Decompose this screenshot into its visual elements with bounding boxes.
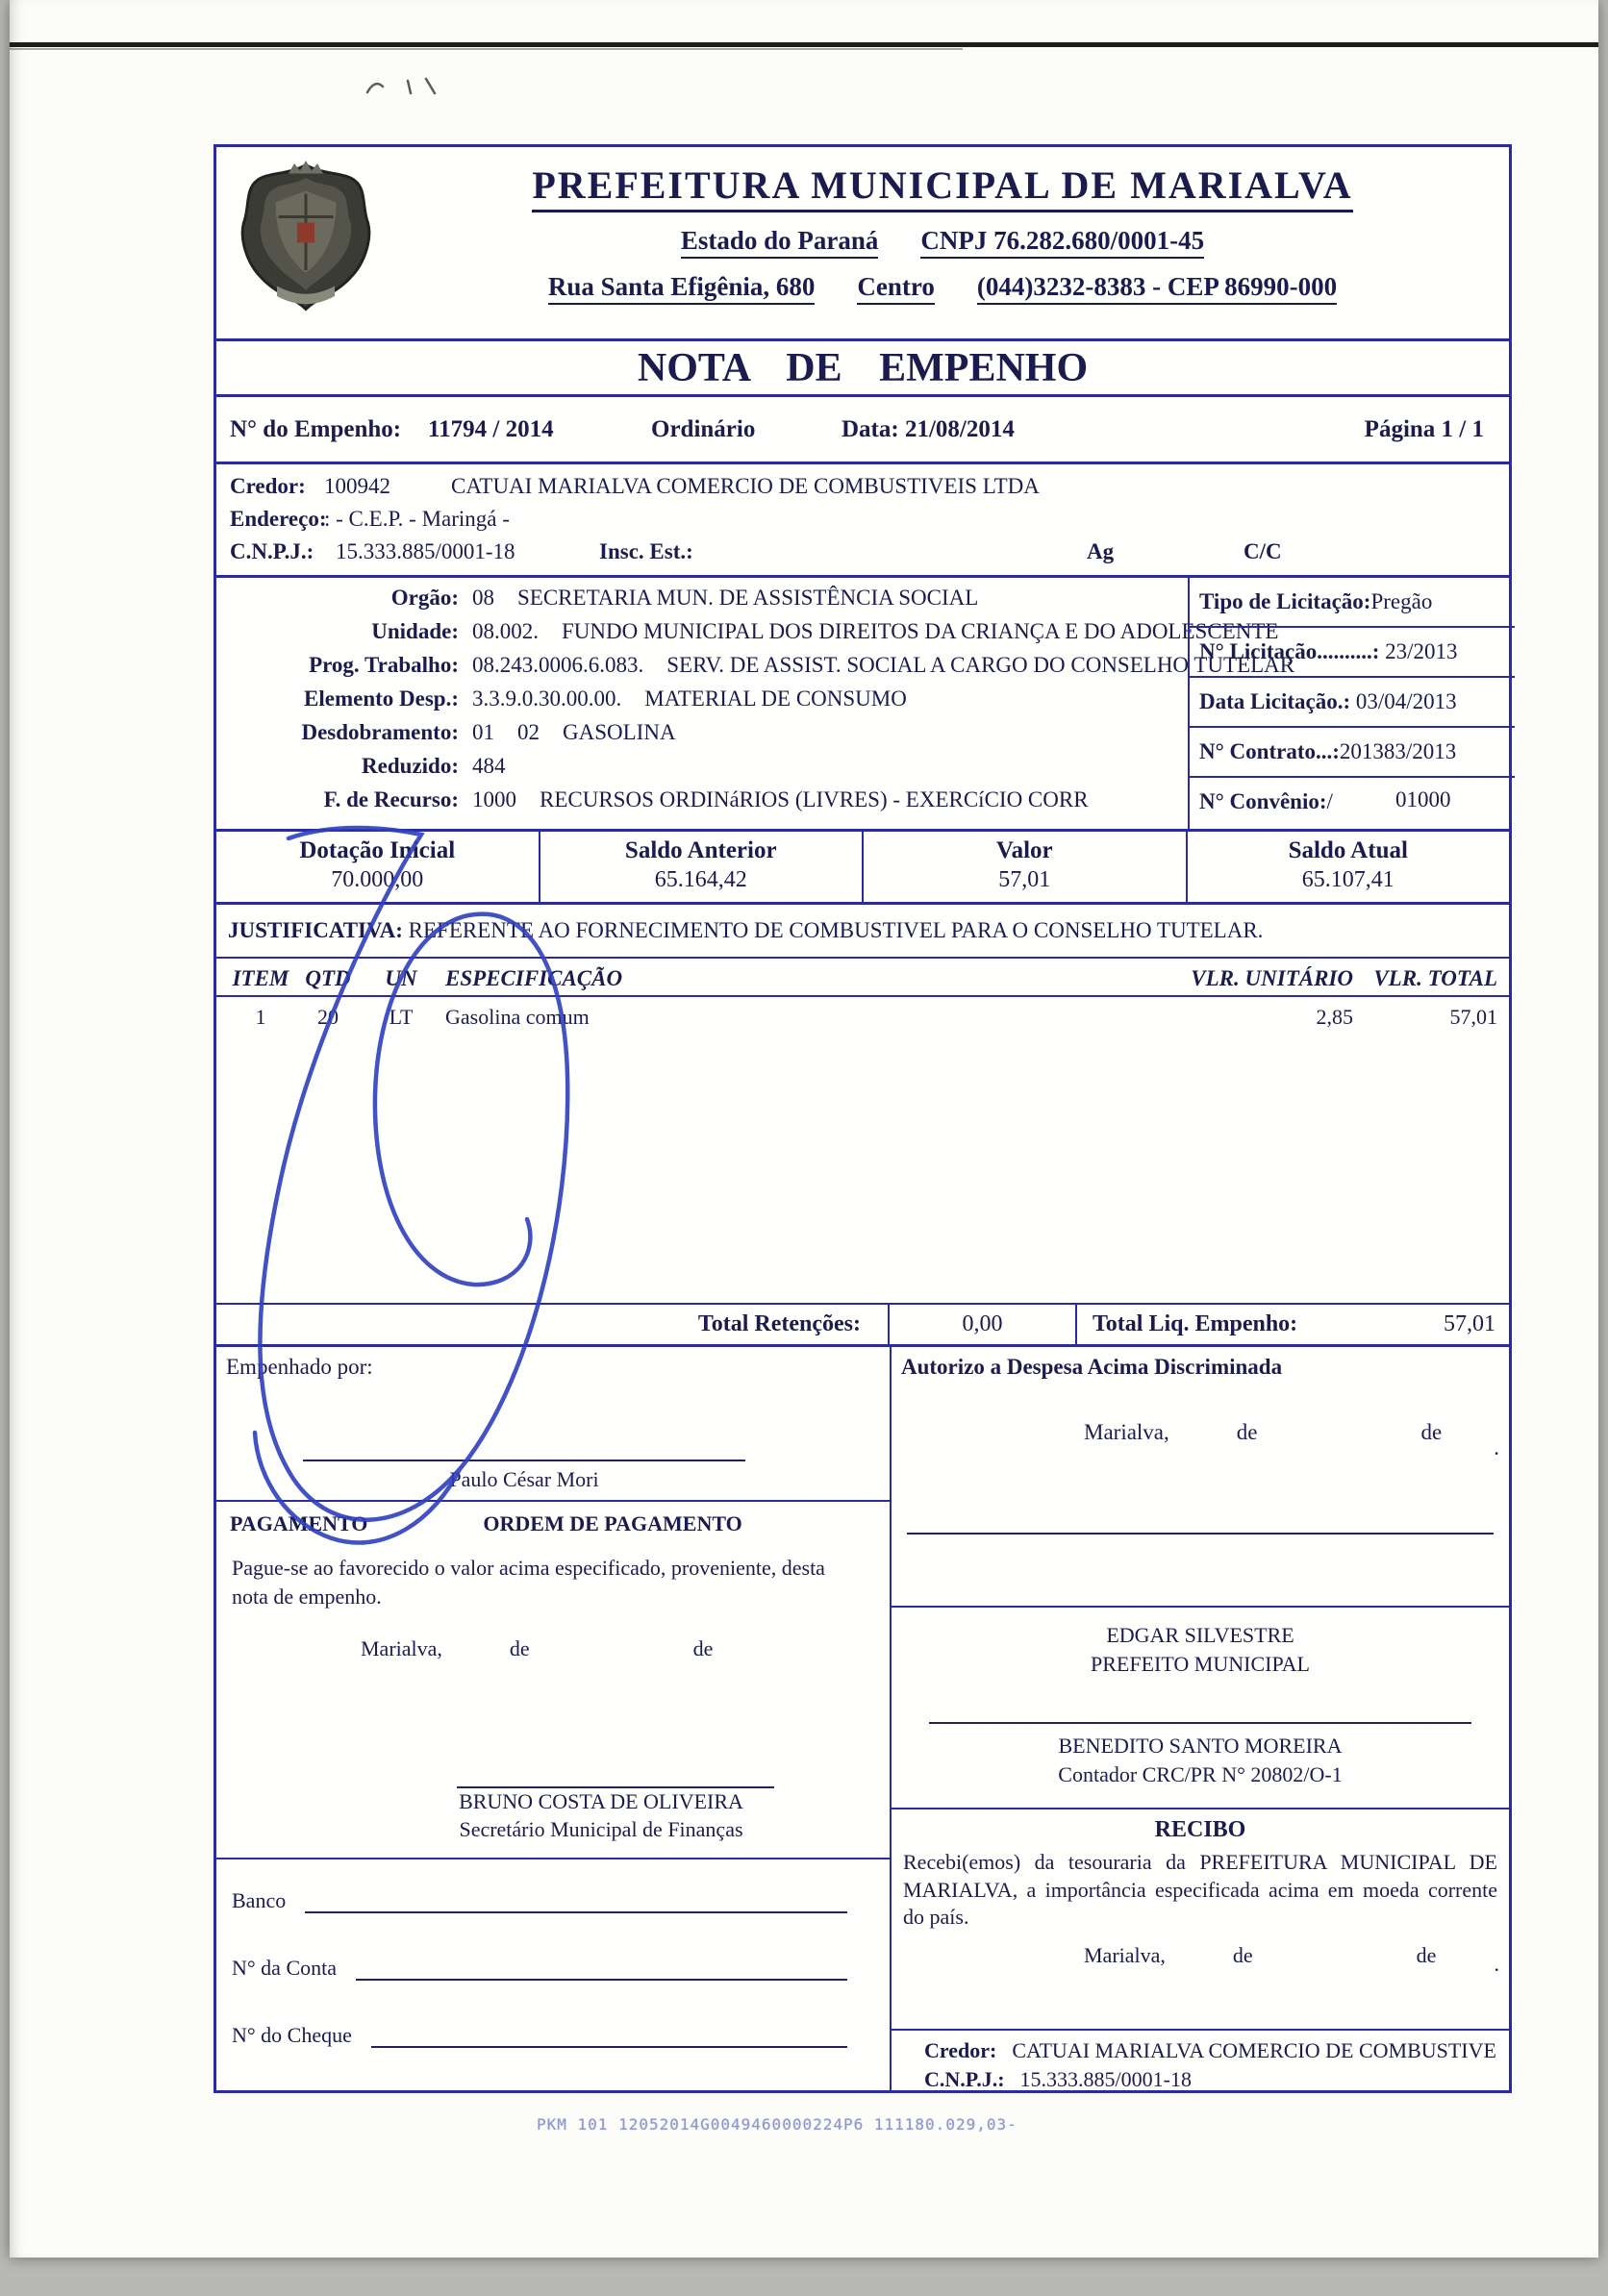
period-mark: . [1494, 1435, 1499, 1460]
recurso-label: F. de Recurso: [323, 787, 459, 811]
retentions-label: Total Retenções: [216, 1305, 890, 1344]
signature-line [303, 1460, 745, 1461]
creditor-cnpj-value: 15.333.885/0001-18 [336, 539, 515, 563]
total-price-col-header: VLR. TOTAL [1373, 966, 1497, 990]
bidding-type-label: Tipo de Licitação: [1199, 589, 1371, 613]
cheque-row [232, 2023, 847, 2048]
saldo-anterior-header: Saldo Anterior [624, 837, 777, 863]
empenho-number-value: 11794 / 2014 [428, 416, 554, 442]
bidding-info-column [1188, 578, 1515, 829]
header-text [386, 147, 1509, 338]
district-label: Centro [857, 272, 935, 305]
qty-col-header: QTD [305, 966, 351, 990]
state-label: Estado do Paraná [681, 226, 879, 259]
orgao-label: Orgão: [390, 586, 459, 610]
receipt-box [892, 1809, 1509, 2090]
creditor-cnpj-label: C.N.P.J.: [230, 539, 314, 563]
bidding-date-label: Data Licitação.: [1199, 689, 1351, 713]
bidding-number-value: 23/2013 [1379, 639, 1458, 663]
desdobramento-desc: GASOLINA [563, 720, 676, 744]
creditor-label: Credor: [230, 474, 306, 498]
bidding-date-value: 03/04/2013 [1350, 689, 1457, 713]
item-unit: LT [389, 1005, 414, 1029]
contract-number-value: 201383/2013 [1339, 739, 1457, 763]
payment-instruction-text: Pague-se ao favorecido o valor acima especificado, proveniente, desta nota de empenho. [232, 1556, 825, 1609]
signatures-section [216, 1347, 1509, 2090]
recurso-code: 1000 [472, 787, 516, 811]
prog-label: Prog. Trabalho: [309, 653, 459, 677]
payment-title: PAGAMENTO [230, 1511, 368, 1536]
item-total-price: 57,01 [1449, 1005, 1497, 1029]
cheque-number-label: N° do Cheque [232, 2023, 352, 2047]
unidade-desc: FUNDO MUNICIPAL DOS DIREITOS DA CRIANÇA E DO ADOLESCENTE [562, 619, 1279, 643]
scan-artifact-topline [10, 42, 1598, 47]
recurso-desc: RECURSOS ORDINáRIOS (LIVRES) - EXERCíCIO CORR [540, 787, 1089, 811]
bidding-number-label: N° Licitação..........: [1199, 639, 1380, 663]
creditor-address-value: : - C.E.P. - Maringá - [324, 507, 510, 531]
scan-artifact-topline-2 [10, 48, 963, 50]
valor-value: 57,01 [998, 867, 1051, 892]
item-number: 1 [255, 1005, 266, 1029]
de-label: de [1232, 1942, 1253, 1967]
bidding-type-row [1190, 578, 1515, 628]
receipt-creditor-value: CATUAI MARIALVA COMERCIO DE COMBUSTIVE [1012, 2038, 1496, 2062]
liq-total-value: 57,01 [1444, 1311, 1495, 1336]
item-spec: Gasolina comum [445, 1005, 590, 1029]
accountant-title: Contador CRC/PR N° 20802/O-1 [1058, 1762, 1343, 1787]
empenho-modality: Ordinário [651, 416, 756, 442]
item-qty: 20 [317, 1005, 339, 1029]
receipt-cnpj-value: 15.333.885/0001-18 [1019, 2066, 1192, 2091]
de-label: de [692, 1635, 714, 1660]
mayor-title: PREFEITO MUNICIPAL [1091, 1651, 1310, 1676]
state-cnpj-line [386, 226, 1499, 259]
bank-label: Banco [232, 1888, 287, 1912]
saldo-atual-value: 65.107,41 [1301, 867, 1394, 892]
receipt-creditor-block [892, 2029, 1509, 2090]
cnpj-label: CNPJ 76.282.680/0001-45 [920, 226, 1204, 259]
receipt-city-date-line [1084, 1943, 1509, 1968]
balance-dotacao-inicial [216, 832, 540, 902]
unidade-label: Unidade: [371, 619, 459, 643]
empenho-number-label: N° do Empenho: [230, 416, 402, 442]
balance-saldo-anterior [540, 832, 865, 902]
receipt-text: Recebi(emos) da tesouraria da PREFEITURA MUNICIPAL DE MARIALVA, a importância especificada acima em moeda corrente do país. [903, 1850, 1497, 1930]
balance-saldo-atual [1188, 832, 1510, 902]
desdobramento-sub: 02 [517, 720, 540, 744]
coat-of-arms-icon [234, 159, 378, 318]
elemento-desc: MATERIAL DE CONSUMO [644, 686, 907, 711]
unidade-code: 08.002. [472, 619, 539, 643]
committed-by-label: Empenhado por: [226, 1355, 373, 1379]
accountant-name: BENEDITO SANTO MOREIRA [1058, 1734, 1343, 1759]
bidding-date-row [1190, 678, 1515, 728]
justification-label: JUSTIFICATIVA: [228, 918, 403, 942]
agency-label: Ag [1087, 539, 1115, 563]
city-label: Marialva, [1084, 1942, 1166, 1967]
contract-number-label: N° Contrato...: [1199, 739, 1340, 763]
unit-col-header: UN [385, 966, 417, 990]
address-line [386, 272, 1499, 305]
payment-city-date-line [361, 1636, 890, 1661]
items-table [216, 959, 1509, 1305]
receipt-title: RECIBO [1154, 1817, 1246, 1842]
scanned-page [10, 0, 1598, 2258]
contract-number-row [1190, 728, 1515, 778]
unit-price-col-header: VLR. UNITÁRIO [1191, 966, 1353, 990]
bank-details-box [216, 1859, 890, 2090]
right-signature-column [892, 1347, 1509, 2090]
payment-header [216, 1502, 890, 1536]
balance-valor [864, 832, 1188, 902]
finance-secretary-name: BRUNO COSTA DE OLIVEIRA [459, 1788, 743, 1813]
empenho-date: Data: 21/08/2014 [842, 416, 1015, 442]
table-row [216, 997, 1509, 1030]
mayor-signature-box [892, 1608, 1509, 1809]
committed-by-box [216, 1347, 890, 1502]
liq-total-cell [1077, 1305, 1509, 1344]
mayor-signature [892, 1621, 1509, 1678]
agreement-number-row [1190, 778, 1515, 828]
signature-line [907, 1533, 1494, 1535]
bank-row [232, 1888, 847, 1913]
finance-secretary-signature [332, 1787, 870, 1844]
city-label: Marialva, [1084, 1420, 1169, 1444]
dotacao-inicial-header: Dotação Inicial [299, 837, 456, 863]
elemento-code: 3.3.9.0.30.00.00. [472, 686, 622, 711]
saldo-anterior-value: 65.164,42 [654, 867, 747, 892]
creditor-code: 100942 [324, 474, 390, 498]
account-label: C/C [1244, 539, 1282, 563]
empenho-info-row [216, 397, 1509, 464]
reduzido-code: 484 [472, 754, 506, 778]
de-label: de [1236, 1420, 1258, 1444]
de-label: de [1416, 1942, 1437, 1967]
authorization-title: Autorizo a Despesa Acima Discriminada [901, 1355, 1283, 1379]
reduzido-label: Reduzido: [362, 754, 459, 778]
form-header [216, 147, 1509, 341]
retentions-value: 0,00 [890, 1305, 1077, 1344]
prog-desc: SERV. DE ASSIST. SOCIAL A CARGO DO CONSELHO TUTELAR [666, 653, 1295, 677]
budget-classification-block [216, 578, 1509, 832]
account-number-label: N° da Conta [232, 1956, 338, 1980]
recurso-extra-code: 01000 [1395, 787, 1451, 811]
prog-code: 08.243.0006.6.083. [472, 653, 644, 677]
agreement-number-label: N° Convênio: [1199, 789, 1327, 813]
justification-row [216, 905, 1509, 959]
accountant-signature [892, 1732, 1509, 1788]
valor-header: Valor [995, 837, 1053, 863]
municipality-title: PREFEITURA MUNICIPAL DE MARIALVA [532, 162, 1352, 212]
city-label: Marialva, [361, 1635, 442, 1660]
spec-col-header: ESPECIFICAÇÃO [445, 966, 623, 990]
municipal-coat-of-arms [216, 147, 386, 338]
elemento-label: Elemento Desp.: [304, 686, 459, 711]
authorization-city-date-line [1084, 1420, 1509, 1445]
authorization-box [892, 1347, 1509, 1608]
committed-by-name: Paulo César Mori [449, 1467, 599, 1492]
street-address: Rua Santa Efigênia, 680 [548, 272, 816, 305]
item-unit-price: 2,85 [1316, 1005, 1353, 1029]
desdobramento-code: 01 [472, 720, 494, 744]
account-fill-line [356, 1958, 847, 1981]
agreement-number-value: / [1326, 789, 1333, 813]
account-row [232, 1956, 847, 1981]
saldo-atual-header: Saldo Atual [1288, 837, 1408, 863]
creditor-block [216, 464, 1509, 578]
document-title: NOTA DE EMPENHO [216, 341, 1509, 397]
liq-total-label: Total Liq. Empenho: [1093, 1311, 1298, 1336]
receipt-cnpj-label: C.N.P.J.: [924, 2066, 1005, 2091]
bidding-type-value: Pregão [1370, 589, 1433, 613]
items-header-row [216, 959, 1509, 997]
totals-row [216, 1305, 1509, 1347]
creditor-name: CATUAI MARIALVA COMERCIO DE COMBUSTIVEIS LTDA [451, 474, 1040, 498]
cheque-fill-line [371, 2025, 847, 2048]
payment-order-box [216, 1502, 890, 1859]
dotacao-inicial-value: 70.000,00 [331, 867, 424, 892]
page-indicator: Página 1 / 1 [1364, 416, 1484, 442]
phone-cep-label: (044)3232-8383 - CEP 86990-000 [977, 272, 1337, 305]
de-label: de [509, 1635, 530, 1660]
balances-table [216, 832, 1509, 905]
justification-text: REFERENTE AO FORNECIMENTO DE COMBUSTIVEL PARA O CONSELHO TUTELAR. [408, 918, 1264, 942]
finance-secretary-title: Secretário Municipal de Finanças [459, 1817, 743, 1842]
orgao-desc: SECRETARIA MUN. DE ASSISTÊNCIA SOCIAL [517, 586, 979, 610]
desdobramento-label: Desdobramento: [301, 720, 459, 744]
left-signature-column [216, 1347, 892, 2090]
creditor-address-label: Endereço: [230, 507, 327, 531]
signature-line [929, 1722, 1472, 1724]
receipt-creditor-label: Credor: [924, 2038, 997, 2062]
payment-order-title: ORDEM DE PAGAMENTO [483, 1511, 742, 1536]
bidding-number-row [1190, 628, 1515, 678]
dot-matrix-footer-code: PKM 101 12052014G0049460000224P6 111180.029,03- [537, 2115, 1018, 2134]
period-mark: . [1494, 1952, 1499, 1976]
receipt-creditor-line [924, 2036, 1509, 2065]
state-registration-label: Insc. Est.: [599, 539, 693, 563]
de-label: de [1420, 1420, 1443, 1444]
receipt-cnpj-line [924, 2065, 1509, 2094]
nota-de-empenho-form [214, 144, 1512, 2093]
item-col-header: ITEM [232, 966, 289, 990]
bank-fill-line [305, 1890, 847, 1913]
mayor-name: EDGAR SILVESTRE [1106, 1623, 1294, 1647]
orgao-code: 08 [472, 586, 494, 610]
